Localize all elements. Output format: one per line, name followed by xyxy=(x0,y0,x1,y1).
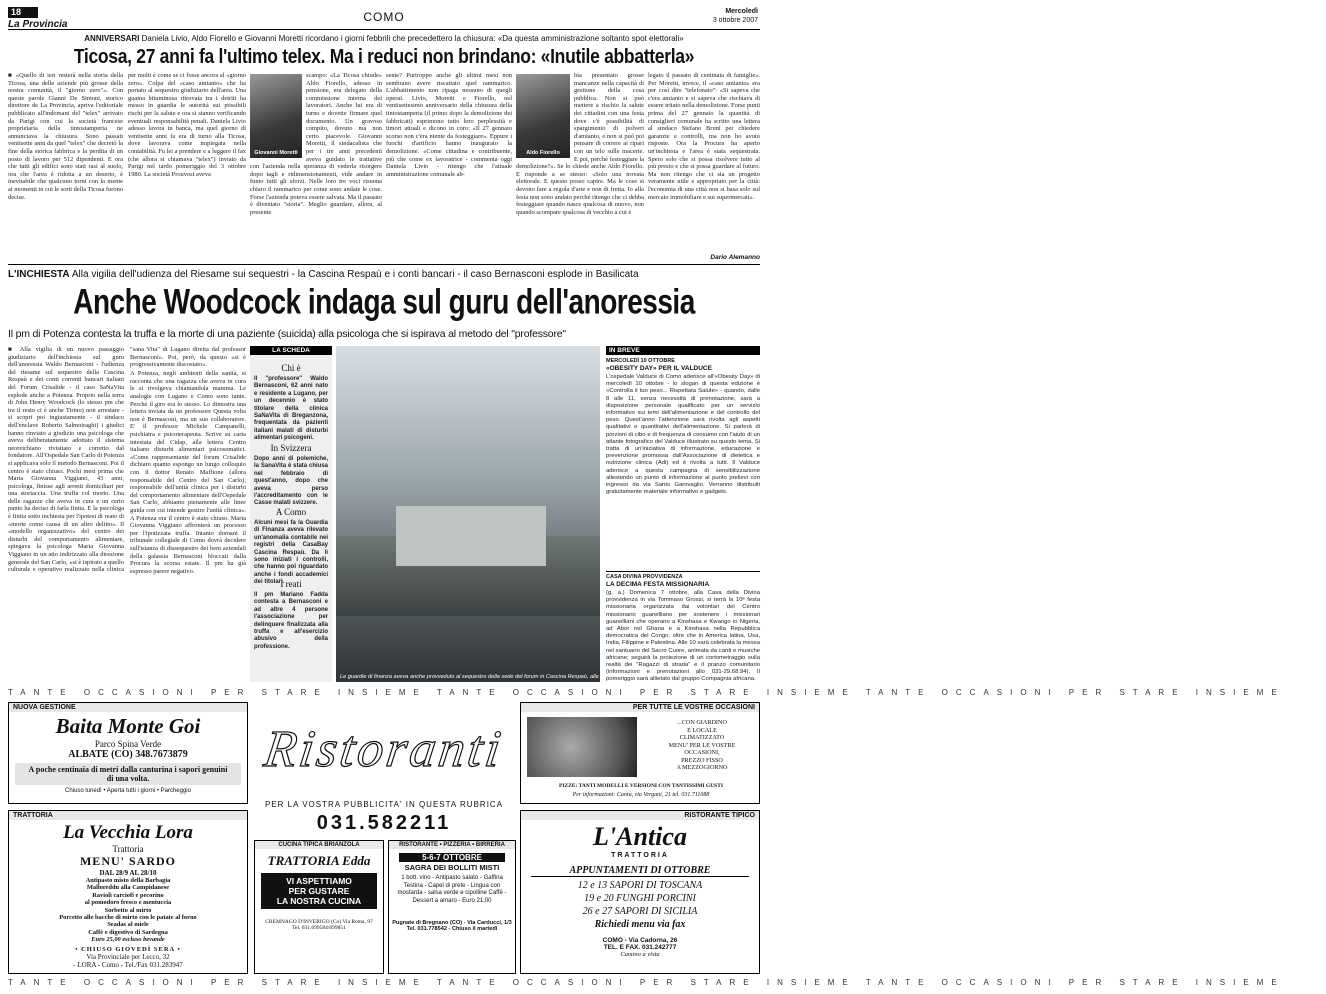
anniversary-bottom-rule xyxy=(8,264,760,265)
photo-aldo-fiorello xyxy=(516,74,570,158)
antica-appuntamenti: APPUNTAMENTI DI OTTOBRE xyxy=(531,865,749,877)
inquiry-kicker: L'INCHIESTA xyxy=(8,269,70,280)
scheda-s3-text: Alcuni mesi fa la Guardia di Finanza aveva rilevato un'anomalia contabile nei registri della CasaBay Cascina Respaù. Da lì sono iniziati i controlli, che hanno poi riguardato anche i fondi accademici dei titolari. xyxy=(254,520,328,586)
anniversary-headline: Ticosa, 27 anni fa l'ultimo telex. Ma i reduci non brindano: «Inutile abbatterla» xyxy=(73,44,695,68)
photo1-caption: Giovanni Moretti xyxy=(254,150,298,156)
scheda-s1-title: Chi è xyxy=(281,363,301,373)
edda-banner-1: VI ASPETTIAMO xyxy=(286,876,352,886)
line-1: E LOCALE xyxy=(687,726,717,734)
vecchia-items xyxy=(9,877,247,944)
line-2: CLIMATIZZATO xyxy=(679,734,725,741)
monte-goi-text: A poche centinaia di metri dalla canturina i sapori genuini di una volta. xyxy=(15,763,241,785)
ad-trattoria-header: TRATTORIA xyxy=(9,811,247,820)
antica-line: 26 e 27 SAPORI DI SICILIA xyxy=(582,906,698,917)
rubrica-phone: 031.582211 xyxy=(316,812,452,834)
inquiry-subhead: Il pm di Potenza contesta la truffa e la morte di una paziente (suicida) alla psicologa che si ispirava al metodo del "professore" xyxy=(8,328,566,340)
weekday: Mercoledì xyxy=(725,8,758,15)
line-4: OCCASIONI, xyxy=(684,749,720,756)
edda-banner xyxy=(261,873,377,909)
page-number-box xyxy=(8,7,38,18)
anniversary-text-4: sente? Purtroppo anche gli ultimi mesi non sembrano avere riscattato quel rammarico. L'abbattimento non ripaga nessuno di quegli operai. Livio, Moretti e Fiorello, nel ventisettesimo anniversario della chiusura della tintostamperia (il primo dopo la demolizione dei fabbricati) esprimono tutto loro perplessità e timori attuali e dicono in coro: «Il 27 gennaio scorso non c'era niente da festeggiare». Eppure i fuochi d'artificio hanno inaugurato la demolizione. «Come cittadina e contribuente, più che come ex lavoratrice - commenta oggi Daniela Livio - ritengo che l'attuale amministrazione comunale ab- xyxy=(386,72,512,178)
ad-pizza-image xyxy=(527,717,637,777)
anniversary-kicker-line xyxy=(8,34,760,43)
date: 3 ottobre 2007 xyxy=(712,17,758,24)
ad-vecchia-lora xyxy=(8,810,248,974)
menu-item: Ravioli carciofi e pecorino xyxy=(92,891,164,899)
edda-header: CUCINA TIPICA BRIANZOLA xyxy=(255,841,383,849)
anniversary-text-2: per molti è come se ci fosse ancora al «giorno zero». Colpa del «caso amianto» che ha portato al sequestro giudiziario dell'area. Una guaina bituminosa ritrovata tra i detriti ha messo in guardia le autorità sui possibili rischi per la salute e ora si stanno verificando eventuali responsabilità penali. Daniela Livio adesso lavora in banca, ma quel giorno di ventisette anni fa era di turno alla Ticosa, dove lavorava come impiegata nella contabilità. Fu lei a prendere e a leggere il fax (che allora si chiamava "telex") inviato da Parigi nel tardo pomeriggio del 3 ottobre 1980. La società Prouvost aveva xyxy=(128,72,246,178)
vecchia-sub: Trattoria xyxy=(112,844,144,854)
scheda-box xyxy=(250,346,332,682)
bolli-header: RISTORANTE • PIZZERIA • BIRRERIA xyxy=(389,841,515,849)
ad-trattoria-edda xyxy=(254,840,384,974)
anniversary-text-3: scampo: «La Ticosa chiude» Aldo Fiorello, adesso in pensione, era delegato della commissione interna dei lavoratori. Anche lui era di turno e dovette firmare quel documento. Un gravoso compito, dovuto ma non certo piacevole. Giovanni Moretti, il sindacalista che per i tre anni precedenti aveva guidato le trattative con l'azienda nella speranza di vederla risorgere dopo tagli e ridimensionamenti, vide andare in fumo tutti gli sforzi. Nelle loro tre voci risuona chiaro il rammarico per come sono andate le cose. Forse l'azienda poteva essere salvata. Ma il passato è diventato "storia". Meglio guardare, allora, al presente xyxy=(250,72,382,216)
antica-line: 19 e 20 FUNGHI PORCINI xyxy=(584,893,696,904)
bolli-title: SAGRA DEI BOLLITI MISTI xyxy=(404,863,500,872)
sidebar-rule xyxy=(606,571,760,572)
sidebar-title-1: «OBESITY DAY» PER IL VALDUCE xyxy=(606,365,712,372)
photo2-caption: Aldo Fiorello xyxy=(526,150,560,156)
anniversary-col-6 xyxy=(648,72,760,252)
rubrica-text: PER LA VOSTRA PUBBLICITA' IN QUESTA RUBRICA xyxy=(264,800,504,809)
vecchia-phone: - LORA - Como - Tel./Fax 031.283947 xyxy=(73,960,183,969)
line-6: A MEZZOGIORNO xyxy=(676,764,728,771)
ristoranti-title: Ristoranti xyxy=(260,721,508,778)
ad-per-tutte-occasioni xyxy=(520,702,760,804)
bolli-address: Pugnate di Bregnano (CO) - Via Carducci, 1/3 xyxy=(392,920,512,926)
inquiry-kicker-line xyxy=(8,269,760,280)
header-rule xyxy=(8,29,760,30)
edda-name: TRATTORIA Edda xyxy=(267,853,371,868)
ad-pizze-text: PIZZE: TANTI MODELLI E VERSIONI CON TANTISSIMI GUSTI xyxy=(558,783,724,789)
inquiry-kicker-text: Alla vigilia dell'udienza del Riesame sui sequestri - la Cascina Respaù e i conti bancari - il caso Bernasconi esplode in Basilicata xyxy=(71,269,639,280)
antica-phone: TEL. E FAX. 031.242777 xyxy=(603,944,677,951)
inquiry-text-1: Alla vigilia di un nuovo passaggio giudiziario dell'inchiesta sul guru dell'anoressia Waldo Bernasconi - l'udienza del riesame sul sequestro della Cascina Respaù e dei conti correnti bancari italiani del Forum Crisalide - il caso SaNaVita esplode anche a Potenza. Proprio nella terra di John Henry Woodcock (lo stesso pm che tra il resto ci è anche Tirino) non arrestare - si scopri poi ingiustamente - il sindaco dell'enclave Roberto Salmoiraghi) i giudici hanno rinviato a giudizio una psicologa che aveva deliberatamente adottato il sistema neoreichiano rivisitato e corretto dal fondatore. All'Ospedale San Carlo di Potenza si applicava solo il metodo Bernasconi. Poi il centro è stato chiuso. Pochi mesi prima che Maria Giovanna Viggiano, 43 anni, psicologa, finisse agli arresti domiciliari per una storiaccia. Una truffa col morto. Una delle ragazze che aveva in cura e un certo punto ha deciso di farla finita. E la psicologa è finita sotto inchiesta per l'ipotesi di reato di «morte come causa di un altro delitto». Il «modello organizzativo» del centro dei disturbi del comportamento alimentare, spiegava la psicologa Maria Giovanna Viggiano in un atto indirizzato alla direzione generale del San Carlo, «si è ispirato a quello culturale e operativo realizzato nella clinica "sana Vita" di Lugano diretta dal professor Bernasconi». Poi, però, da questo «si è progressivamente discostato». xyxy=(8,346,246,574)
antica-footer: Camino a vista xyxy=(620,951,660,958)
menu-item: Malloreddu alla Campidanese xyxy=(86,884,170,892)
bolli-dates: 5-6-7 OTTOBRE xyxy=(399,853,505,862)
antica-name: L'Antica xyxy=(593,822,687,851)
antica-line: 12 e 13 SAPORI DI TOSCANA xyxy=(577,880,703,891)
menu-item: al pomodoro fresco e mentuccia xyxy=(84,899,172,907)
bolli-text: 1 bott. vino - Antipasto salato - Gaffina Testina - Capel di prete - Lingua con mostarda - salsa verde e cipolline Caffè - Dessert a amaro - Euro 21,00 xyxy=(397,875,507,904)
inquiry-headline: Anche Woodcock indaga sul guru dell'anoressia xyxy=(73,282,695,321)
scheda-s4-text: Il pm Mariano Fadda contesta a Bernasconi e ad altre 4 persone l'associazione per delinquere finalizzata alla truffa e all'esercizio abusivo della professione. xyxy=(254,592,328,650)
sidebar-text-2: (g. a.) Domenica 7 ottobre, alla Casa della Divina provvidenza in via Tommaso Grossi, si terrà la 10ª festa missionaria organizzata dai volontari del Centro missionario guanelliano per sostenere i missionari guanelliani che operano a Kinshasa e Kwango in Nigeria, ad Abor nel Ghana e a Kinshasa nella Repubblica democratica del Congo, oltre che in America latina, Usa, India, Filippine e Palestina. Alle 10 sarà celebrata la messa nel santuario del Sacro Cuore, animata da canti e musiche africane; seguirà la proiezione di un cortometraggio sulla realtà dei "Ragazzi di strada" e il pranzo comunitario (informazioni e prenotazioni allo 031-29.68.94). Il pomeriggio sarà allietato dal gruppo Compagnia africana. xyxy=(606,590,760,683)
line-5: PREZZO FISSO xyxy=(681,756,723,764)
vecchia-menu: MENU' SARDO xyxy=(79,854,176,868)
scheda-s2-title: In Svizzera xyxy=(270,443,312,453)
anniversary-text-1: «Quello di ieri resterà nella storia della Ticosa, una delle aziende più grosse della nostra comunità, il "giorno zero"». Con queste parole Gianni De Simoni, storico direttore de La Provincia, apriva l'editoriale pubblicato all'indomani del "telex" arrivato da Parigi con cui la società francese proprietaria della tintostamperia ne annunciava la chiusura. Sono passati ventisette anni da quel "telex" che decretò la fine della storica fabbrica e la perdita di un posto di lavoro per 512 dipendenti. E ora che tutti gli edifici sono stati rasi al suolo, ora che l'area è ridotta a un deserto, è inevitabile che qualcuno torni con la mente ai momenti in cui le sorti della Ticosa furono decise. xyxy=(8,72,124,201)
ad-per-tutte-contact: Per informazioni: Cantù, via Vergani, 21 tel. 031.711088 xyxy=(572,792,710,798)
antica-sub: TRATTORIA xyxy=(611,852,669,859)
ad-per-tutte-lines xyxy=(649,719,755,772)
scheda-header: LA SCHEDA xyxy=(250,346,332,355)
ad-baita-monte-goi xyxy=(8,702,248,804)
ad-antica-trattoria xyxy=(520,810,760,974)
anniversary-col-4 xyxy=(386,72,512,260)
vecchia-dal: DAL 28/9 AL 28/10 xyxy=(99,869,157,877)
edda-banner-2: PER GUSTARE xyxy=(288,886,350,896)
antica-header: RISTORANTE TIPICO xyxy=(521,811,759,820)
anniversary-col-2 xyxy=(128,72,246,260)
antica-line: Richiedi menu via fax xyxy=(594,919,686,930)
sidebar-title-2: LA DECIMA FESTA MISSIONARIA xyxy=(606,581,710,588)
sidebar-label-2: CASA DIVINA PROVVIDENZA xyxy=(606,574,683,580)
section-title: COMO xyxy=(363,10,405,24)
menu-item: Sorbetto al mirto xyxy=(104,906,152,914)
rule-text-b: TANTE OCCASIONI PER STARE INSIEME TANTE OCCASIONI PER STARE INSIEME TANTE OCCASIONI PER STARE INSIEME xyxy=(8,978,1285,987)
ad-sagra-bolliti xyxy=(388,840,516,974)
anniversary-kicker: ANNIVERSARI xyxy=(84,34,140,43)
tante-occasioni-bar-2 xyxy=(8,978,1285,990)
vecchia-price: Euro 25,00 escluso bevande xyxy=(91,936,165,944)
monte-goi-phone: ALBATE (CO) 348.7673879 xyxy=(68,749,188,760)
page-number: 18 xyxy=(11,7,22,17)
cascina-photo-caption: Le guardie di finanza aveva anche provveduto al sequestro della sede del forum in Cascina Respaù, alle pendici del Baradello xyxy=(340,674,653,680)
anniversary-byline: Dario Alemanno xyxy=(710,254,760,261)
edda-banner-3: LA NOSTRA CUCINA xyxy=(276,896,362,906)
vecchia-address: Via Provinciale per Lecco, 32 xyxy=(86,952,170,961)
inquiry-col-1: ■ Alla vigilia di un nuovo passaggio giudiziario dell'inchiesta sul guru dell'anoressia Waldo Bernasconi - l'udienza del riesame sul sequestro della Cascina Respaù e dei conti correnti bancari italiani del Forum Crisalide - il caso SaNaVita esplode anche a Potenza. Proprio nella terra di John Henry Woodcock (lo stesso pm che tra il resto ci è anche Tirino) non arrestare - si scopri poi ingiustamente - il sindaco dell'enclave Roberto Salmoiraghi) i giudici hanno rinviato a giudizio una psicologa che aveva deliberatamente adottato il sistema neoreichiano rivisitato e corretto dal fondatore. All'Ospedale San Carlo di Potenza si applicava solo il metodo Bernasconi. Poi il centro è stato chiuso. Pochi mesi prima che Maria Giovanna Viggiano, 43 anni, psicologa, finisse agli arresti domiciliari per una storiaccia. Una truffa col morto. Una delle ragazze che aveva in cura e un certo punto ha deciso di farla finita. E la psicologa è finita sotto inchiesta per l'ipotesi di reato di «morte come causa di un altro delitto». Il «modello organizzativo» del centro dei disturbi del comportamento alimentare, spiegava la psicologa Maria Giovanna Viggiano in un atto indirizzato alla direzione generale del San Carlo, «si è ispirato a quello culturale e operativo realizzato nella clinica "sana Vita" di Lugano diretta dal professor Bernasconi». Poi, però, da questo «si è progressivamente discostato». A Potenza, negli ambienti della sanità, si racconta che una ragazza che aveva in cura le si rivolgeva chiamandola mamma. Le analogie con Lugano e Como sono tante. Perché il giro era lo stesso. Lo dimostra una lettera inviata da un professore Questa volta non è Bernasconi, ma un suo collaboratore. E' il professor Michele Campanelli, psichiatra e psicoterapeuta. Scrive su carta intestata del Cidap, alla lettera Centro italiano disturbi alimentari psicosomatici. «Come rappresentante del forum Crisalide dichiaro quanto espongo un lungo colloquio con il dottor Renato Maffione (allora responsabile del Centro del San Carlo), responsabile dell'unità clinica per i disturbi del comportamento alimentare dell'Ospedale San Carlo, abbiamo pienamente alle linee guida con cui intende gestire l'unità clinica». A Potenza ora il centro è stato chiuso. Maria Giovanna Viggiano affronterà un processo per l'ipotizzata truffa. Intanto domani il tribunale collegiale di Como dovrà decidere sull'istanza di dissequestro dei beni aziendali della galassia Bernasconi bloccati dalla Procura la scorsa estate. Il pm ha già espresso parere negativo. xyxy=(8,346,246,575)
anniversary-text-6: legato il passato di centinaia di famiglie». Per Moretti, invece, il «caso amianto» era per così dire "telefonato": «Si sapeva che c'era amianto e si sapeva che rischiava di essere tritato nella demolizione. Forse punti prima del 27 gennaio la quantità di consiglieri comunale ha scritto una lettera al sindaco Stefano Bruni per chiedere garanzie e controlli, ma non ho avuto risposte. Ora la Procura ha aperto un'inchiesta e l'area è stata sequestrata. Spero solo che si possa risolvere tutto al più presto e che si possa guardare al futuro. Ma non ritengo che ci sia un progetto veramente utile e appropriato per la città: l'economia di una città non si basa solo sul mercato immobiliare e sui supermercati». xyxy=(648,72,760,201)
monte-goi-sub: Parco Spina Verde xyxy=(94,739,162,749)
scheda-s3-title: A Como xyxy=(275,507,307,517)
tante-occasioni-bar-1 xyxy=(8,688,1295,700)
bolli-phone: Tel. 031.778542 - Chiuso il martedì xyxy=(406,926,498,932)
line-0: ...CON GIARDINO xyxy=(677,719,727,726)
line-3: MENU' PER LE VOSTRE xyxy=(668,741,736,749)
menu-item: Seadas al miele xyxy=(107,921,149,929)
scheda-s4-title: I reati xyxy=(280,579,302,589)
vecchia-closed: • CHIUSO GIOVEDÌ SERA • xyxy=(75,945,181,953)
sidebar-date-label: MERCOLEDÌ 10 OTTOBRE xyxy=(606,358,675,364)
float-spacer-1 xyxy=(250,72,306,160)
photo-building xyxy=(396,506,546,566)
sidebar-header: IN BREVE xyxy=(606,346,760,355)
vecchia-name: La Vecchia Lora xyxy=(63,822,193,843)
edda-phone: Tel. 031.699584/699851 xyxy=(292,925,346,931)
menu-item: Porcetto alle bacche di mirto con le patate al forno xyxy=(59,914,197,922)
anniversary-col-3-full xyxy=(250,72,382,260)
ad-per-tutte-header: PER TUTTE LE VOSTRE OCCASIONI xyxy=(521,703,759,712)
paper-name: La Provincia xyxy=(8,19,68,30)
monte-goi-footer: Chiuso lunedì • Aperta tutti i giorni • Parcheggio xyxy=(65,788,191,794)
antica-lines xyxy=(521,879,759,931)
anniversary-col-1: ■ «Quello di ieri resterà nella storia della Ticosa, una delle aziende più grosse della nostra comunità, il "giorno zero"». Con queste parole Gianni De Simoni, storico direttore de La Provincia, apriva l'editoriale pubblicato all'indomani del "telex" arrivato da Parigi con cui la società francese proprietaria della tintostamperia ne annunciava la chiusura. Sono passati ventisette anni da quel "telex" che decretò la fine della storica fabbrica e la perdita di un posto di lavoro per 512 dipendenti. E ora che tutti gli edifici sono stati rasi al suolo, ora che l'area è ridotta a un deserto, è inevitabile che qualcuno torni con la mente ai momenti in cui le sorti della Ticosa furono decise. xyxy=(8,72,124,201)
inquiry-text-2: A Potenza, negli ambienti della sanità, si racconta che una ragazza che aveva in cura le si rivolgeva chiamandola mamma. Le analogie con Lugano e Como sono tante. Perché il giro era lo stesso. Lo dimostra una lettera inviata da un professore Questa volta non è Bernasconi, ma un suo collaboratore. E' il professor Michele Campanelli, psichiatra e psicoterapeuta. Scrive su carta intestata del Cidap, alla lettera Centro italiano disturbi alimentari psicosomatici. «Come rappresentante del forum Crisalide dichiaro quanto espongo un lungo colloquio con il dottor Renato Maffione (allora responsabile del Centro del San Carlo), responsabile dell'unità clinica per i disturbi del comportamento alimentare dell'Ospedale San Carlo, abbiamo pienamente alle linee guida con cui intende gestire l'unità clinica». A Potenza ora il centro è stato chiuso. Maria Giovanna Viggiano affronterà un processo per l'ipotizzata truffa. Intanto domani il tribunale collegiale di Como dovrà decidere sull'istanza di dissequestro dei beni aziendali della galassia Bernasconi bloccati dalla Procura la scorsa estate. Il pm ha già espresso parere negativo. xyxy=(130,370,246,575)
menu-item: Caffè e digestivo di Sardegna xyxy=(88,928,168,936)
edda-address: CREMNAGO D'INVERIGO (Co) Via Roma, 97 xyxy=(265,919,373,925)
anniversary-kicker-text: Daniela Livio, Aldo Fiorello e Giovanni Moretti ricordano i giorni febbrili che precedettero la chiusura: «Da questa amministrazione soltanto spot elettorali» xyxy=(141,34,684,43)
scheda-s1-text: Il "professore" Waldo Bernasconi, 62 anni nato e residente a Lugano, per un decennio è stato titolare della clinica SaNaVita di Breganzona, frequentata da pazienti italiani malati di disturbi alimentari psicogeni. xyxy=(254,376,328,442)
antica-address: COMO - Via Cadorna, 26 xyxy=(602,937,678,944)
menu-item: Antipasto misto della Barbagia xyxy=(85,877,171,884)
scheda-s2-text: Dopo anni di polemiche, la SanaVita è stata chiusa nel febbraio di quest'anno, dopo che aveva perso l'accreditamento con le Casse malati svizzere. xyxy=(254,456,328,507)
monte-goi-name: Baita Monte Goi xyxy=(55,714,201,738)
rule-text-a: TANTE OCCASIONI PER STARE INSIEME TANTE OCCASIONI PER STARE INSIEME TANTE OCCASIONI PER STARE INSIEME xyxy=(8,688,1295,697)
sidebar-text-1: L'ospedale Valduce di Como aderisce all'«Obesity Day» di mercoledì 10 ottobre - lo slogan di questa edizione è «Controlla il tuo peso... Rispettata Salute» - quando, dalle 8 alle 11, senza necessità di prenotazione, sarà a disposizione personale qualificato per un servizio informativo sui temi dell'alimentazione e del controllo del peso. Quest'anno l'attenzione sarà rivolta agli aspetti qualitativi e quantitativi dell'alimentazione. Si parlerà di porzioni di cibo e di frequenza di consumo con l'aiuto di un atlante fotografico del Valduce illustrato su questo tema. Si tratta di un'iniziativa di informazione, educazione e prevenzione promossa dall'Associazione di dietetica e nutrizione clinica (Adi) ed è rivolta a tutti. Il Valduce aderisce a questa campagna di sensibilizzazione allestendo un punto di informazione al punto prelievi con ingresso da via Santo Garovaglio. Verranno distribuiti gratuitamente materiale informativo e gadgets. xyxy=(606,374,760,496)
anniversary-text-5: bia presentato grosse mancanze nella capacità di gestione della cosa pubblica. Non si può mettere a rischio la salute dei cittadini con una festa dove c'è possibilità di spargimento di polveri d'amianto, e non si può poi pensare di correre ai ripari con un telo sulle macerie. E poi, perché festeggiare la demolizione?». Se lo chiede anche Aldo Fiorello. E risponde a se stesso: «Solo una trovata elettorale. E questo posso capire. Ma le cose si devono fare a regola d'arte e non di fretta. Io alla festa non sono andato perché ritengo che ci debba festeggiare quando nasce qualcosa di nuovo, non quando scompare qualcosa di vecchio a cui è xyxy=(516,72,644,216)
ad-nuova-gestione: NUOVA GESTIONE xyxy=(9,703,247,712)
